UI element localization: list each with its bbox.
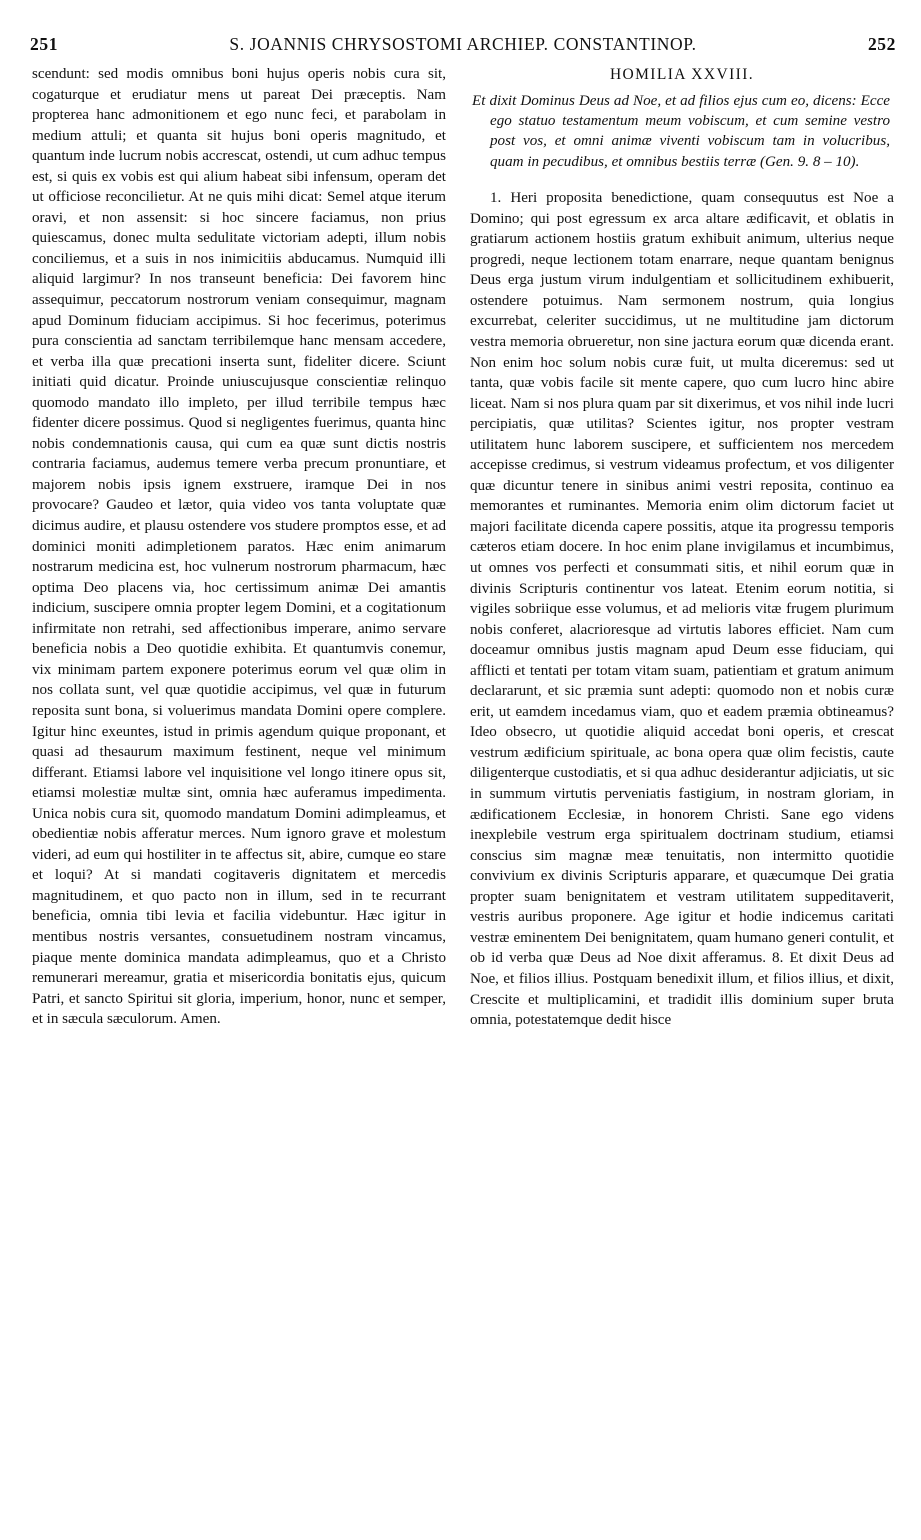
running-head	[30, 34, 896, 60]
left-column	[32, 64, 446, 1030]
left-column-text: scendunt: sed modis omnibus boni hujus operis nobis cura sit, cogaturque et erudiatur mens ut pareat Dei præceptis. Nam propterea hanc admonitionem et ego nunc feci, et parabolam in medium attuli; et quanta sit hujus boni operis magnitudo, et quantum inde lucrum nobis accrescat, ostendi, ut cum adhuc tempus est, si quis ex vobis est qui alium habeat sibi infensum, operam det ut officiose reconcilietur. At ne quis mihi dicat: Semel atque iterum oravi, et non assensit: si hoc sincere faciamus, non prius quiescamus, donec multa sedulitate victoriam adepti, illum nobis conciliemus, et a suis in nos inimicitiis abducamus. Numquid illi aliquid largimur? In nos transeunt beneficia: Dei favorem hinc assequimur, peccatorum nostrorum veniam consequimur, magnam apud Dominum fiduciam accipimus. Si hoc fecerimus, poterimus pura conscientia ad sanctam terribilemque hanc mensam accedere, et verba illa quæ precationi inserta sunt, fideliter dicere. Sciunt initiati quid dicatur. Proinde uniuscujusque conscientiæ relinquo quomodo mandato illo impleto, per illud terribile tempus hæc fidenter dicere possimus. Quod si negligentes fuerimus, quanta hinc nobis condemnationis causa, qui cum ea quæ sunt dictis nostris contraria faciamus, audemus temere verba precum pronuntiare, et majorem nobis ipsis ignem exstruere, iramque Dei in nos provocare? Gaudeo et lætor, quia video vos tanta voluptate quæ dicimus audire, et plausu ostendere vos studere promptos esse, et ad dominici moniti adimpletionem paratos. Hæc enim animarum nostrarum medicina est, hoc vulnerum nostrorum pharmacum, hæc optima Deo placens via, hoc certissimum animæ Dei amantis indicium, suscipere omnia propter legem Domini, et a cogitationum infirmitate non retrahi, sed affectionibus imperare, animo servare beneficia nobis a Deo quotidie exhibita. Et quantumvis conemur, vix minimam partem exponere poterimus eorum vel quæ olim in nos collata sunt, vel quæ quotidie accipimus, vel quæ in futurum reposita sunt bona, si voluerimus mandata Domini opere complere. Igitur hinc exeuntes, istud in primis agendum quique proponant, et quasi ad thesaurum maximum festinent, neque vel minimum differant. Etiamsi labore vel inquisitione vel longo itinere opus sit, etiamsi molestiæ multæ sint, omnia hæc auferamus impedimenta. Unica nobis cura sit, quomodo mandatum Domini adimpleamus, et obedientiæ nobis afferatur merces. Num ignoro grave et molestum videri, ad eum qui hostiliter in te affectus sit, abire, cumque eo stare et loqui? At si mandati cogitaveris dignitatem et mercedis magnitudinem, et quo pacto non in illum, sed in te recurrant beneficia, omnia tibi levia et facilia videbuntur. Hæc igitur in mentibus nostris versantes, consuetudinem nostram vincamus, piaque mente dominica mandata adimpleamus, quo et a Christo remunerari mereamur, gratia et misericordia bonitatis ejus, quicum Patri, et sancto Spiritui sit gloria, imperium, honor, nunc et semper, et in sæcula sæculorum. Amen.	[32, 66, 446, 1028]
page-number-right: 252	[867, 34, 896, 54]
homily-title: HOMILIA XXVIII.	[609, 66, 755, 83]
section-gap	[470, 172, 894, 188]
right-column	[470, 64, 894, 1031]
homily-argumentum: Et dixit Dominus Deus ad Noe, et ad filios ejus cum eo, dicens: Ecce ego statuo testamentum meum vobiscum, et cum semine vestro post vos, et omni animæ viventi vobiscum tam in volucribus, quam in pecudibus, et omnibus bestiis terræ (Gen. 9. 8 – 10).	[472, 92, 890, 170]
homily-body-text: 1. Heri proposita benedictione, quam consequutus est Noe a Domino; qui post egressum ex arca altare ædificavit, et oblatis in gratiarum actionem hostiis gratum exhibuit animum, ulterius neque progredi, neque lectionem totam enarrare, neque quantam benignus Deus erga justum virum indulgentiam et sollicitudinem exhibuerit, ostendere potuimus. Nam sermonem nostrum, quia longius excurrebat, celeriter succidimus, ut ne multitudine jam dictorum vestra memoria obrueretur, non sine jactura eorum quæ dicenda erant. Non enim hoc solum nobis curæ fuit, ut multa diceremus: sed ut tanta, quæ vobis facile sit mente capere, quo cum lucro hinc abire liceat. Nam si nos plura quam par sit dixerimus, et vos nihil inde lucri percipiatis, quæ utilitas? Scientes igitur, nos propter vestram utilitatem hunc laborem suscipere, et sufficientem nos mercedem accepisse credimus, si vestrum videamus profectum, et vos diligenter quæ dicuntur tenere in sinibus animi vestri reposita, continuo ea memorantes et ruminantes. Memoria enim olim dictorum faciet ut majori facilitate dicenda capere possitis, atque ita progressu temporis cæteros etiam docere. In hoc enim plane invigilamus et incumbimus, ut omnes vos perfecti et consummati sitis, et nihil eorum quæ in divinis Scripturis continentur vos lateat. Etenim eorum notitia, si vigiles sobriique esse volumus, et ad melioris vitæ frugem plurimum nobis conferet, alacrioresque ad virtutis labores efficiet. Nam cum doceamur omnibus justis magnam apud Deum esse fiduciam, qui afflicti et tentati per totam vitam suam, patientiam et gratum animum declararunt, et sic præmia sunt adepti: quomodo non et nobis curæ erit, ut eamdem incedamus viam, quo et eadem præmia obtineamus? Ideo obsecro, ut quotidie aliquid accedat boni operis, et crescat vestrum ædificium spirituale, ac bona opera quæ olim fecistis, caute diligenterque custodiatis, et si qua adhuc desiderantur adjiciatis, ut sic in summum virtutis perveniatis fastigium, in nostram gloriam, in ædificationem Ecclesiæ, in honorem Christi. Sane ego videns inexplebile vestrum erga spiritualem doctrinam studium, etiamsi conscius sim magnæ meæ tenuitatis, non intermitto quotidie convivium ex divinis Scripturis apparare, et quæcumque Dei gratia propter suam benignitatem et vestram utilitatem suppeditaverit, vestris auribus proponere. Age igitur et hodie indicemus caritati vestræ eminentem Dei benignitatem, quam humano generi contulit, et ob id verba quæ Deus ad Noe dixit afferamus. 8. Et dixit Deus ad Noe, et filios illius. Postquam benedixit illum, et filios illius, et dixit, Crescite et multiplicamini, et tradidit illis dominium super bruta omnia, potestatemque dedit hisce	[470, 190, 894, 1029]
page-number-left: 251	[30, 34, 59, 54]
running-title: S. JOANNIS CHRYSOSTOMI ARCHIEP. CONSTANTINOP.	[229, 34, 697, 54]
